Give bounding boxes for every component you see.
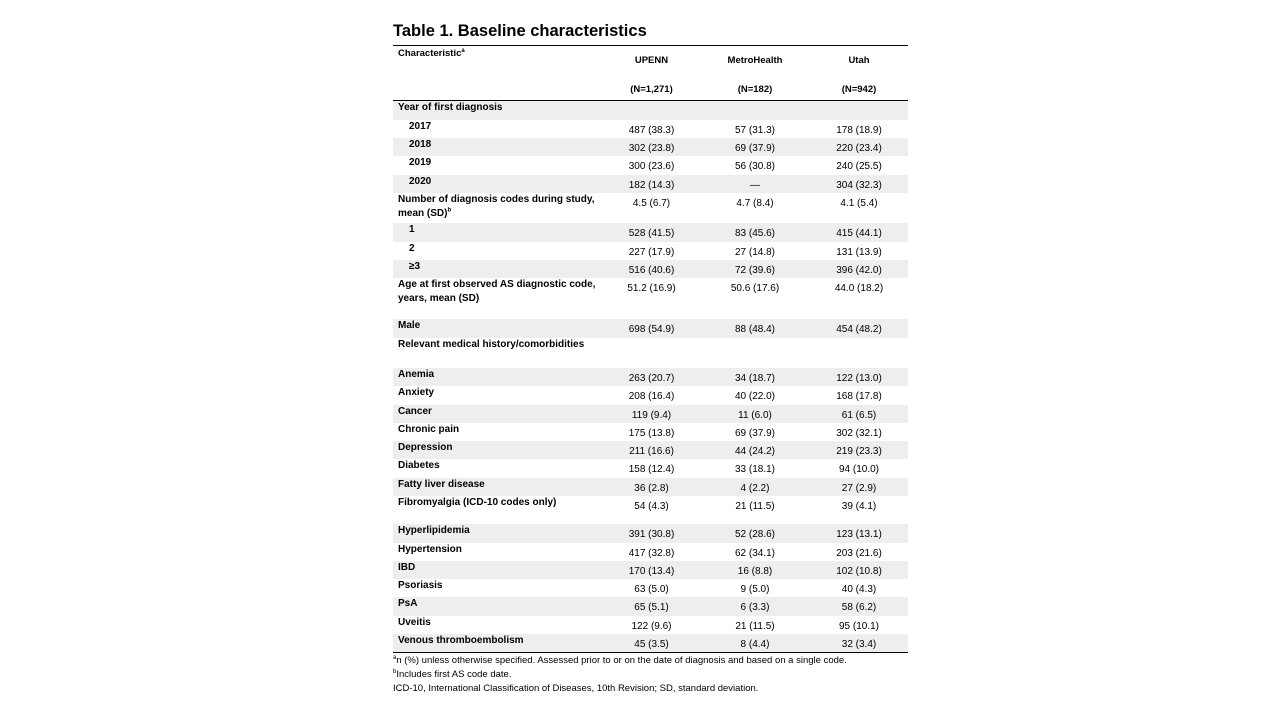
table-row (393, 597, 908, 616)
footnote (393, 668, 908, 681)
table-row (393, 278, 908, 319)
row-value: 11 (6.0) (700, 405, 810, 423)
row-label-text: Hypertension (398, 543, 462, 555)
row-value: 40 (22.0) (734, 390, 776, 402)
row-value: 57 (31.3) (734, 124, 776, 136)
row-value: 50.6 (17.6) (730, 282, 780, 294)
row-value: 62 (34.1) (734, 547, 776, 559)
row-value: 45 (3.5) (603, 634, 700, 652)
row-value: 391 (30.8) (603, 524, 700, 543)
row-value: 4 (2.2) (700, 478, 810, 496)
row-value: 219 (23.3) (810, 441, 908, 459)
footnote-text: Includes first AS code date. (396, 668, 512, 680)
header-characteristic-label: Characteristic (398, 48, 462, 59)
table-row (393, 423, 908, 441)
row-label-text: 2018 (409, 138, 432, 150)
table-row (393, 441, 908, 459)
row-label (393, 524, 603, 543)
table-body (393, 101, 908, 652)
table-row (393, 405, 908, 423)
row-label-text: PsA (398, 597, 418, 609)
row-value: 44 (24.2) (700, 441, 810, 459)
footnote-text: n (%) unless otherwise specified. Assessed prior to or on the date of diagnosis and based on a single code. (396, 654, 847, 666)
row-label (393, 496, 603, 524)
row-label (393, 120, 603, 138)
table-row (393, 579, 908, 597)
row-value: 122 (9.6) (631, 620, 672, 632)
row-value: 58 (6.2) (810, 597, 908, 616)
table-title: Table 1. Baseline characteristics (393, 22, 647, 40)
table-row (393, 101, 908, 120)
header-col-utah (810, 46, 908, 101)
row-label (393, 543, 603, 561)
row-value: 4.7 (8.4) (736, 197, 774, 209)
row-value (700, 338, 810, 368)
header-col-name: Utah (848, 55, 870, 66)
footnote (393, 682, 908, 695)
row-label (393, 175, 603, 193)
row-label-text: 2 (409, 242, 415, 254)
row-value: 698 (54.9) (603, 319, 700, 338)
row-label (393, 101, 603, 120)
row-value: 44.0 (18.2) (834, 282, 884, 294)
row-label-text: Fibromyalgia (ICD-10 codes only) (398, 496, 557, 508)
row-value: 211 (16.6) (603, 441, 700, 459)
row-value: — (700, 175, 810, 193)
table-slide (393, 20, 908, 695)
row-label-text: 1 (409, 223, 415, 235)
row-value: 240 (25.5) (836, 160, 882, 172)
row-value: 27 (14.8) (734, 246, 776, 258)
row-value: 39 (4.1) (841, 500, 877, 512)
table-row (393, 319, 908, 338)
row-label-text: ≥3 (409, 260, 421, 272)
header-col-metrohealth (700, 46, 810, 101)
row-value: 6 (3.3) (700, 597, 810, 616)
header-col-name: UPENN (634, 55, 669, 66)
row-label-text: 2017 (409, 120, 432, 132)
row-label-text: Fatty liver disease (398, 478, 485, 490)
row-value: 36 (2.8) (603, 478, 700, 496)
row-value: 119 (9.4) (603, 405, 700, 423)
row-value: 102 (10.8) (810, 561, 908, 579)
row-value: 83 (45.6) (700, 223, 810, 242)
row-value: 454 (48.2) (810, 319, 908, 338)
row-value (810, 338, 908, 368)
row-value: 32 (3.4) (810, 634, 908, 652)
footnote (393, 654, 908, 667)
row-value: 21 (11.5) (735, 620, 775, 632)
header-col-name: MetroHealth (727, 55, 783, 66)
row-value: 65 (5.1) (603, 597, 700, 616)
baseline-table (393, 46, 908, 652)
row-value: 69 (37.9) (734, 427, 776, 439)
row-label-text: 2020 (409, 175, 432, 187)
header-col-n: (N=942) (841, 84, 877, 95)
row-label-text: Relevant medical history/comorbidities (398, 338, 585, 350)
row-value: 528 (41.5) (603, 223, 700, 242)
header-col-n: (N=1,271) (630, 84, 673, 95)
table-row (393, 386, 908, 405)
row-value: 396 (42.0) (810, 260, 908, 278)
row-label-text: Diabetes (398, 459, 440, 471)
table-row (393, 616, 908, 634)
footnote-sup: b (393, 668, 397, 675)
row-label (393, 193, 603, 223)
table-header-row (393, 46, 908, 101)
footnote-text: ICD-10, International Classification of Diseases, 10th Revision; SD, standard deviation. (393, 682, 759, 694)
bottom-rule (393, 652, 908, 653)
row-value: 203 (21.6) (836, 547, 882, 559)
row-value: 122 (13.0) (810, 368, 908, 386)
row-value: 88 (48.4) (700, 319, 810, 338)
row-label-text: 2019 (409, 156, 432, 168)
row-label-sup: b (447, 207, 452, 214)
header-characteristic-sup: a (461, 47, 465, 54)
row-label (393, 368, 603, 386)
row-label-text: Age at first observed AS diagnostic code, years, mean (SD) (398, 278, 596, 304)
row-value: 263 (20.7) (603, 368, 700, 386)
row-value (603, 101, 700, 120)
table-row (393, 156, 908, 175)
row-label (393, 561, 603, 579)
row-value: 9 (5.0) (740, 583, 770, 595)
table-row (393, 223, 908, 242)
table-row (393, 561, 908, 579)
header-col-upenn (603, 46, 700, 101)
row-label (393, 405, 603, 423)
row-value: 227 (17.9) (628, 246, 675, 258)
row-value: 27 (2.9) (810, 478, 908, 496)
row-value: 56 (30.8) (734, 160, 776, 172)
row-value: 300 (23.6) (628, 160, 675, 172)
row-value: 54 (4.3) (634, 500, 669, 512)
row-value: 131 (13.9) (836, 246, 882, 258)
row-label (393, 138, 603, 156)
row-value: 40 (4.3) (841, 583, 877, 595)
row-label-text: Depression (398, 441, 453, 453)
row-value: 72 (39.6) (700, 260, 810, 278)
row-value: 170 (13.4) (603, 561, 700, 579)
table-row (393, 138, 908, 156)
table-row (393, 120, 908, 138)
row-label-text: Cancer (398, 405, 432, 417)
row-value: 21 (11.5) (735, 500, 775, 512)
row-label (393, 478, 603, 496)
table-row (393, 260, 908, 278)
table-row (393, 368, 908, 386)
table-row (393, 242, 908, 260)
header-characteristic (393, 46, 603, 101)
row-label (393, 579, 603, 597)
row-value: 4.5 (6.7) (632, 197, 671, 209)
row-value: 51.2 (16.9) (627, 282, 676, 294)
row-value: 178 (18.9) (836, 124, 882, 136)
table-row (393, 175, 908, 193)
row-value: 487 (38.3) (628, 124, 675, 136)
table-row (393, 496, 908, 524)
row-value: 304 (32.3) (810, 175, 908, 193)
table-row (393, 478, 908, 496)
row-value: 208 (16.4) (628, 390, 675, 402)
row-value: 158 (12.4) (628, 463, 675, 475)
row-label-text: Anemia (398, 368, 435, 380)
row-value: 302 (23.8) (603, 138, 700, 156)
row-label-text: Male (398, 319, 421, 331)
row-value (700, 101, 810, 120)
row-label (393, 319, 603, 338)
row-label-text: Number of diagnosis codes during study, mean (SD) (398, 193, 595, 219)
row-value: 69 (37.9) (700, 138, 810, 156)
row-value (810, 101, 908, 120)
row-value: 52 (28.6) (700, 524, 810, 543)
footnote-sup: a (393, 654, 397, 661)
row-label-text: IBD (398, 561, 416, 573)
row-value: 417 (32.8) (628, 547, 675, 559)
row-value: 168 (17.8) (836, 390, 882, 402)
row-value: 95 (10.1) (838, 620, 880, 632)
row-value: 94 (10.0) (838, 463, 880, 475)
row-value: 182 (14.3) (603, 175, 700, 193)
row-label (393, 278, 603, 319)
row-label-text: Anxiety (398, 386, 435, 398)
row-label (393, 156, 603, 175)
row-value: 175 (13.8) (628, 427, 675, 439)
row-value: 516 (40.6) (603, 260, 700, 278)
row-label-text: Uveitis (398, 616, 431, 628)
row-label (393, 338, 603, 368)
row-label (393, 423, 603, 441)
row-value: 8 (4.4) (700, 634, 810, 652)
row-label-text: Year of first diagnosis (398, 102, 503, 113)
row-label (393, 260, 603, 278)
table-row (393, 524, 908, 543)
row-label-text: Hyperlipidemia (398, 524, 470, 536)
table-row (393, 459, 908, 478)
row-label (393, 616, 603, 634)
row-label (393, 223, 603, 242)
row-value (603, 338, 700, 368)
table-row (393, 338, 908, 368)
table-row (393, 634, 908, 652)
footnotes (393, 654, 908, 695)
table-row (393, 543, 908, 561)
row-value: 34 (18.7) (700, 368, 810, 386)
row-value: 61 (6.5) (810, 405, 908, 423)
row-label (393, 634, 603, 652)
header-col-n: (N=182) (737, 84, 773, 95)
row-value: 302 (32.1) (836, 427, 882, 439)
row-label (393, 386, 603, 405)
row-value: 4.1 (5.4) (840, 197, 878, 209)
table-row (393, 193, 908, 223)
row-label (393, 441, 603, 459)
row-label-text: Chronic pain (398, 423, 460, 435)
row-value: 220 (23.4) (810, 138, 908, 156)
row-value: 123 (13.1) (810, 524, 908, 543)
row-value: 16 (8.8) (700, 561, 810, 579)
row-label (393, 597, 603, 616)
row-value: 63 (5.0) (634, 583, 669, 595)
row-label (393, 459, 603, 478)
row-value: 33 (18.1) (734, 463, 776, 475)
row-value: 415 (44.1) (810, 223, 908, 242)
row-label (393, 242, 603, 260)
row-label-text: Venous thromboembolism (398, 634, 524, 646)
row-label-text: Psoriasis (398, 579, 443, 591)
